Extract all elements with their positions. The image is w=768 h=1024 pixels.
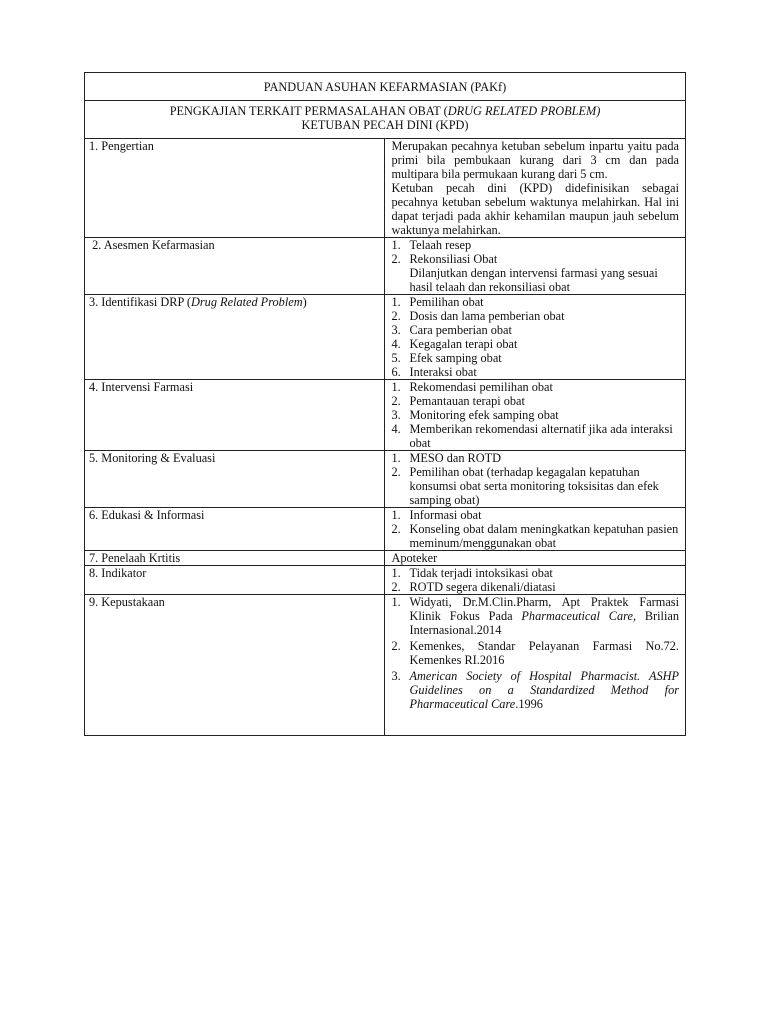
list-item: 1. Pemilihan obat: [391, 295, 484, 309]
guideline-table: [84, 72, 686, 736]
numbered-list: [391, 380, 679, 450]
list-item: 2. Pemantauan terapi obat: [391, 394, 525, 408]
numbered-list: [391, 451, 679, 507]
row-content: [385, 451, 686, 508]
subtitle-italic: DRUG RELATED PROBLEM): [447, 104, 601, 118]
definition-paragraph-1: Merupakan pecahnya ketuban sebelum inpartu yaitu pada primi bila pembukaan kurang dari 3 cm dan pada multipara bila permukaan kurang dari 5 cm.: [391, 139, 679, 181]
row-label: 7. Penelaah Krtitis: [85, 551, 385, 566]
list-item: 1. Informasi obat: [391, 508, 482, 522]
list-item: 1. MESO dan ROTD: [391, 451, 502, 465]
row-asesmen: [85, 238, 686, 295]
list-note: Dilanjutkan dengan intervensi farmasi yang sesuai hasil telaah dan rekonsiliasi obat: [409, 266, 658, 294]
row-content: [385, 595, 686, 736]
list-item: 2. Dosis dan lama pemberian obat: [391, 309, 565, 323]
document-title: PANDUAN ASUHAN KEFARMASIAN (PAKf): [85, 73, 686, 101]
list-item: 2. Rekonsiliasi Obat: [391, 252, 498, 266]
row-content: [385, 508, 686, 551]
document-subtitle: [85, 101, 686, 139]
row-intervensi: [85, 380, 686, 451]
row-label: 3. Identifikasi DRP (Drug Related Problem): [85, 295, 385, 380]
numbered-list: [391, 238, 679, 266]
reference-item: 3. American Society of Hospital Pharmacist. ASHP Guidelines on a Standardized Method for Pharmaceutical Care.1996: [391, 669, 679, 711]
row-monitoring: [85, 451, 686, 508]
list-item: 2. ROTD segera dikenali/diatasi: [391, 580, 556, 594]
row-label: 5. Monitoring & Evaluasi: [85, 451, 385, 508]
row-content: [385, 139, 686, 238]
reference-item: 1. Widyati, Dr.M.Clin.Pharm, Apt Praktek Farmasi Klinik Fokus Pada Pharmaceutical Care, Brilian Internasional.2014: [391, 595, 680, 637]
list-item: 4. Memberikan rekomendasi alternatif jika ada interaksi obat: [391, 422, 673, 450]
list-item: 6. Interaksi obat: [391, 365, 477, 379]
subtitle-prefix: PENGKAJIAN TERKAIT PERMASALAHAN OBAT (: [169, 104, 448, 118]
list-item: 2. Konseling obat dalam meningkatkan kepatuhan pasien meminum/menggunakan obat: [391, 522, 679, 550]
list-item: 4. Kegagalan terapi obat: [391, 337, 518, 351]
reference-list: [391, 595, 679, 711]
list-item: 1. Tidak terjadi intoksikasi obat: [391, 566, 553, 580]
row-identifikasi: [85, 295, 686, 380]
list-item: 5. Efek samping obat: [391, 351, 502, 365]
subtitle-line2: KETUBAN PECAH DINI (KPD): [301, 118, 469, 132]
subtitle-row: [85, 101, 686, 139]
list-item: 1. Rekomendasi pemilihan obat: [391, 380, 553, 394]
title-row: [85, 73, 686, 101]
row-content: [385, 295, 686, 380]
row-kepustakaan: [85, 595, 686, 736]
row-value: Apoteker: [385, 551, 686, 566]
row-edukasi: [85, 508, 686, 551]
row-label: 6. Edukasi & Informasi: [85, 508, 385, 551]
row-content: [385, 380, 686, 451]
row-label: 1. Pengertian: [85, 139, 385, 238]
row-penelaah: [85, 551, 686, 566]
numbered-list: [391, 566, 679, 594]
row-label: 4. Intervensi Farmasi: [85, 380, 385, 451]
row-content: [385, 238, 686, 295]
row-content: [385, 566, 686, 595]
numbered-list: [391, 295, 679, 379]
definition-paragraph-2: Ketuban pecah dini (KPD) didefinisikan sebagai pecahnya ketuban sebelum waktunya melahirkan. Hal ini dapat terjadi pada akhir kehamilan maupun jauh sebelum waktunya melahirkan.: [391, 181, 679, 237]
numbered-list: [391, 508, 679, 550]
row-pengertian: [85, 139, 686, 238]
row-label: 8. Indikator: [85, 566, 385, 595]
row-label: 9. Kepustakaan: [85, 595, 385, 736]
list-item: 1. Telaah resep: [391, 238, 472, 252]
reference-item: 2. Kemenkes, Standar Pelayanan Farmasi No.72. Kemenkes RI.2016: [391, 639, 679, 667]
list-item: 2. Pemilihan obat (terhadap kegagalan kepatuhan konsumsi obat serta monitoring toksisitas dan efek samping obat): [391, 465, 659, 507]
list-item: 3. Cara pemberian obat: [391, 323, 512, 337]
row-label: 2. Asesmen Kefarmasian: [85, 238, 385, 295]
list-item: 3. Monitoring efek samping obat: [391, 408, 559, 422]
row-indikator: [85, 566, 686, 595]
